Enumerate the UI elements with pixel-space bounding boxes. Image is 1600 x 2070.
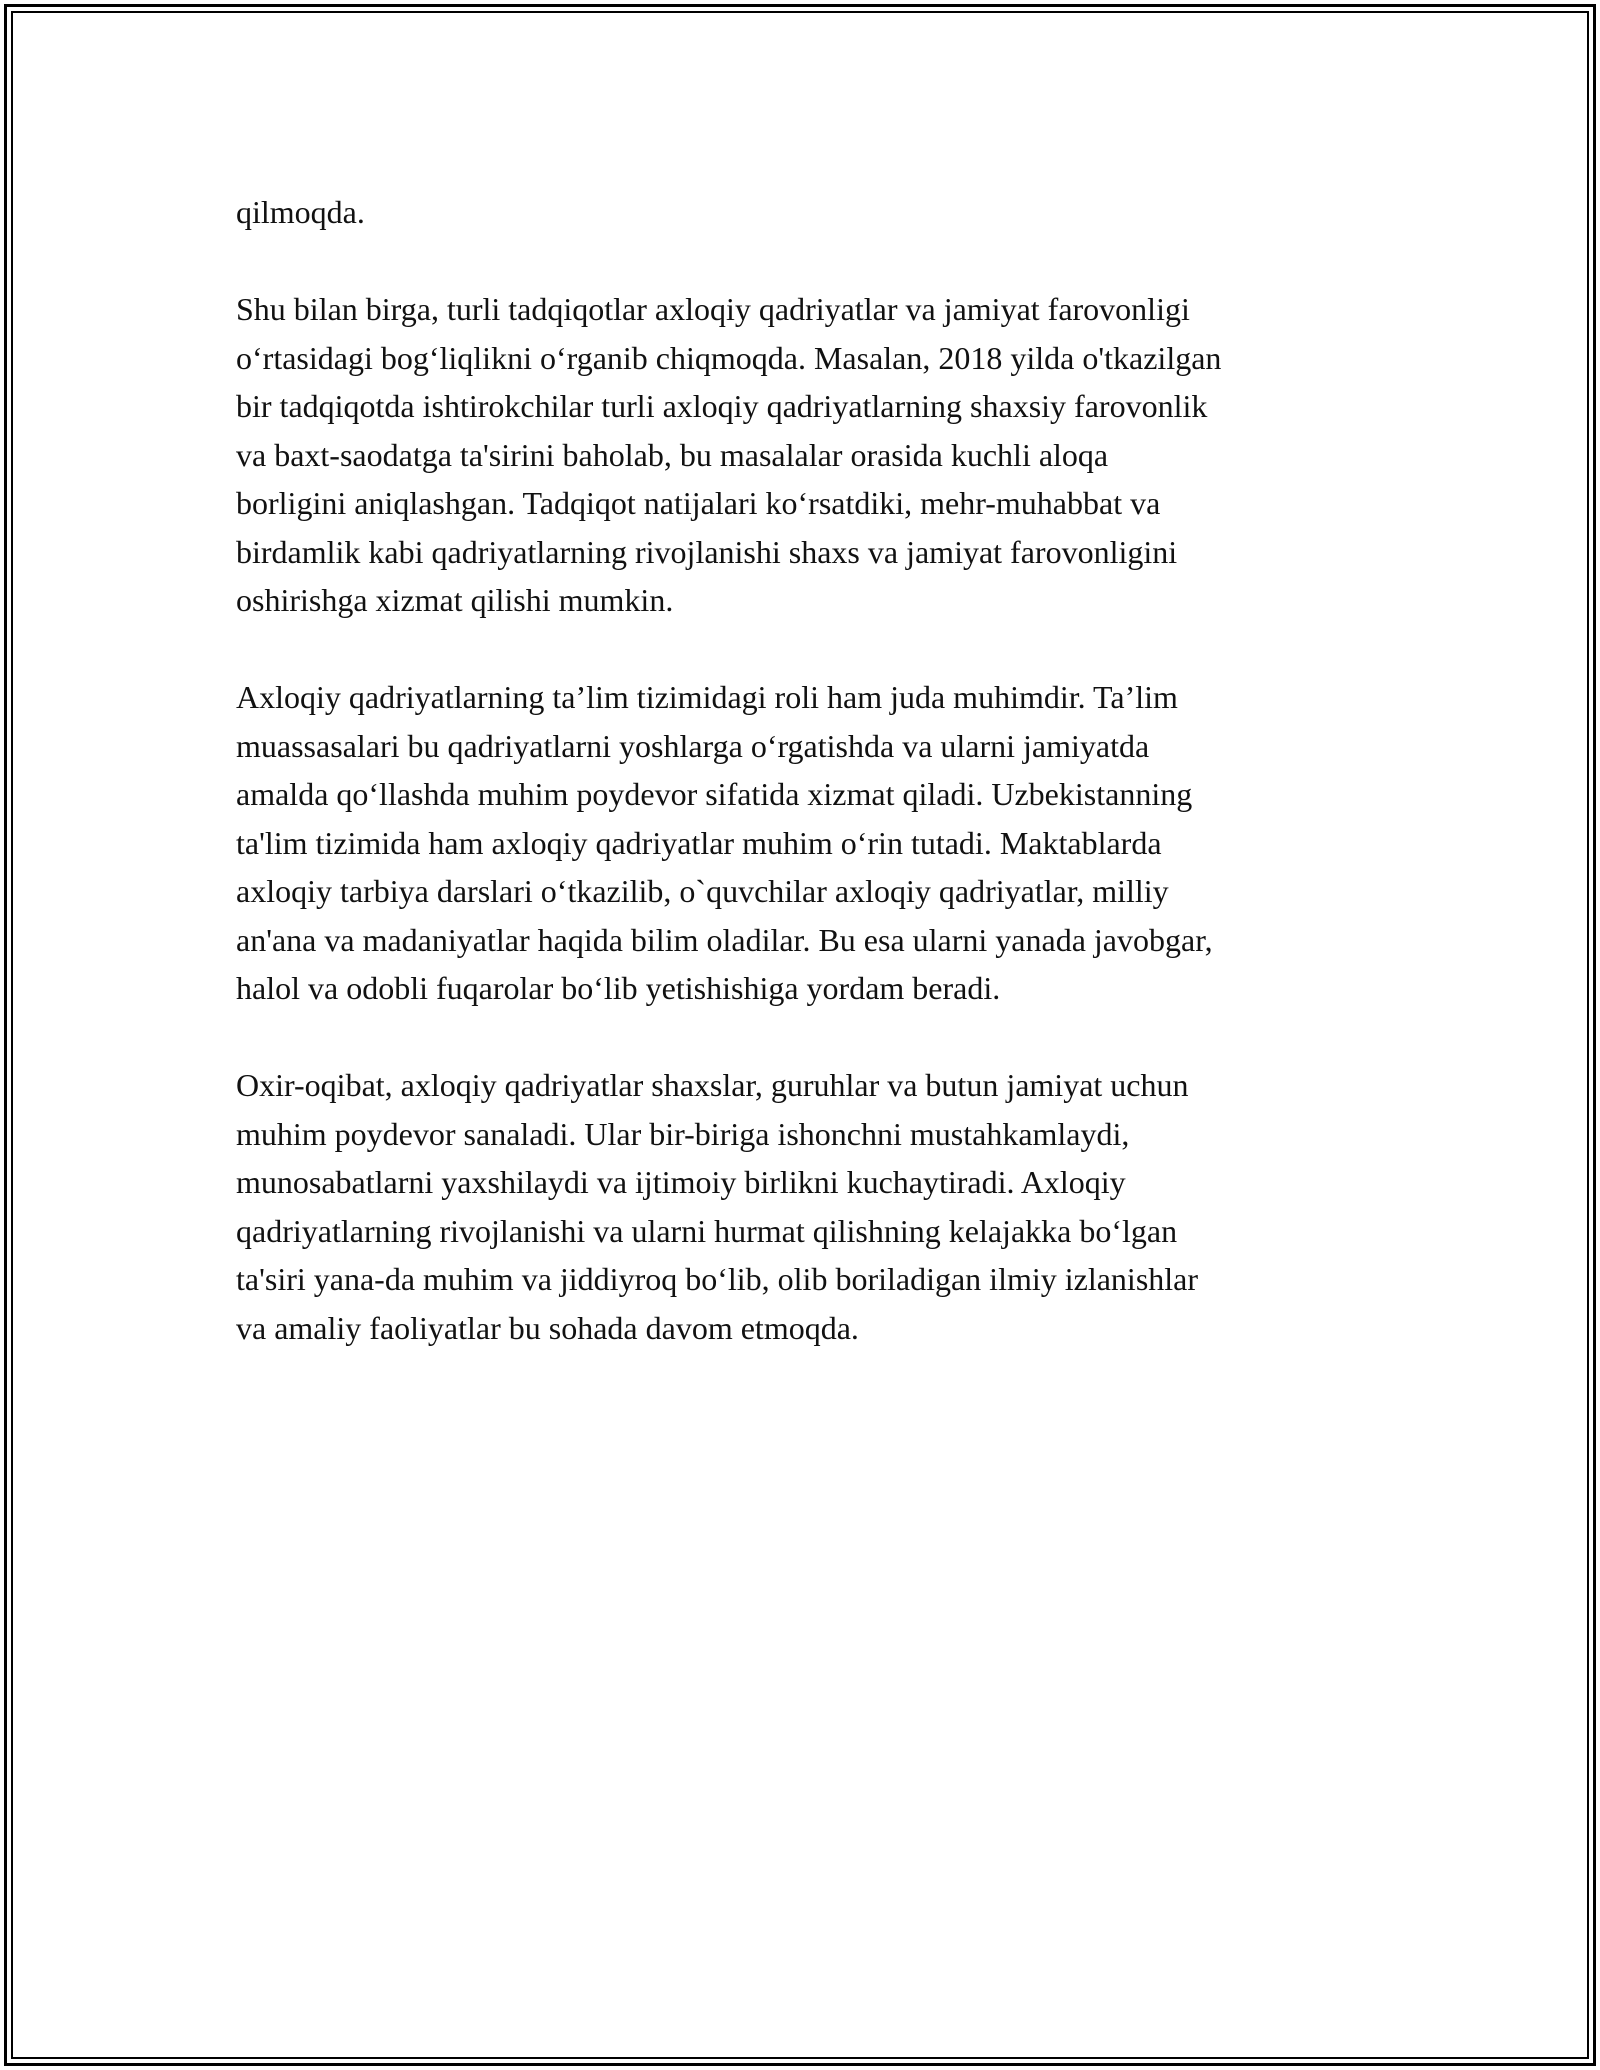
- document-body: [236, 188, 1376, 1401]
- paragraph-conclusion: Oxir-oqibat, axloqiy qadriyatlar shaxslar, guruhlar va butun jamiyat uchun muhim poydevor sanaladi. Ular bir-biriga ishonchni mustahkamlaydi, munosabatlarni yaxshilaydi va ijtimoiy birlikni kuchaytiradi. Axloqiy qadriyatlarning rivojlanishi va ularni hurmat qilishning kelajakka bo‘lgan ta'siri yana-da muhim va jiddiyroq bo‘lib, olib boriladigan ilmiy izlanishlar va amaliy faoliyatlar bu sohada davom etmoqda.: [236, 1067, 1199, 1346]
- paragraph-research-wellbeing: Shu bilan birga, turli tadqiqotlar axloqiy qadriyatlar va jamiyat farovonligi o‘rtasidagi bog‘liqlikni o‘rganib chiqmoqda. Masalan, 2018 yilda o'tkazilgan bir tadqiqotda ishtirokchilar turli axloqiy qadriyatlarning shaxsiy farovonlik va baxt-saodatga ta'sirini baholab, bu masalalar orasida kuchli aloqa borligini aniqlashgan. Tadqiqot natijalari ko‘rsatdiki, mehr-muhabbat va birdamlik kabi qadriyatlarning rivojlanishi shaxs va jamiyat farovonligini oshirishga xizmat qilishi mumkin.: [236, 291, 1222, 618]
- paragraph-continuation: qilmoqda.: [236, 194, 365, 230]
- paragraph-education-role: Axloqiy qadriyatlarning ta’lim tizimidagi roli ham juda muhimdir. Ta’lim muassasalari bu qadriyatlarni yoshlarga o‘rgatishda va ularni jamiyatda amalda qo‘llashda muhim poydevor sifatida xizmat qiladi. Uzbekistanning ta'lim tizimida ham axloqiy qadriyatlar muhim o‘rin tutadi. Maktablarda axloqiy tarbiya darslari o‘tkazilib, o`quvchilar axloqiy qadriyatlar, milliy an'ana va madaniyatlar haqida bilim oladilar. Bu esa ularni yanada javobgar, halol va odobli fuqarolar bo‘lib yetishishiga yordam beradi.: [236, 679, 1213, 1006]
